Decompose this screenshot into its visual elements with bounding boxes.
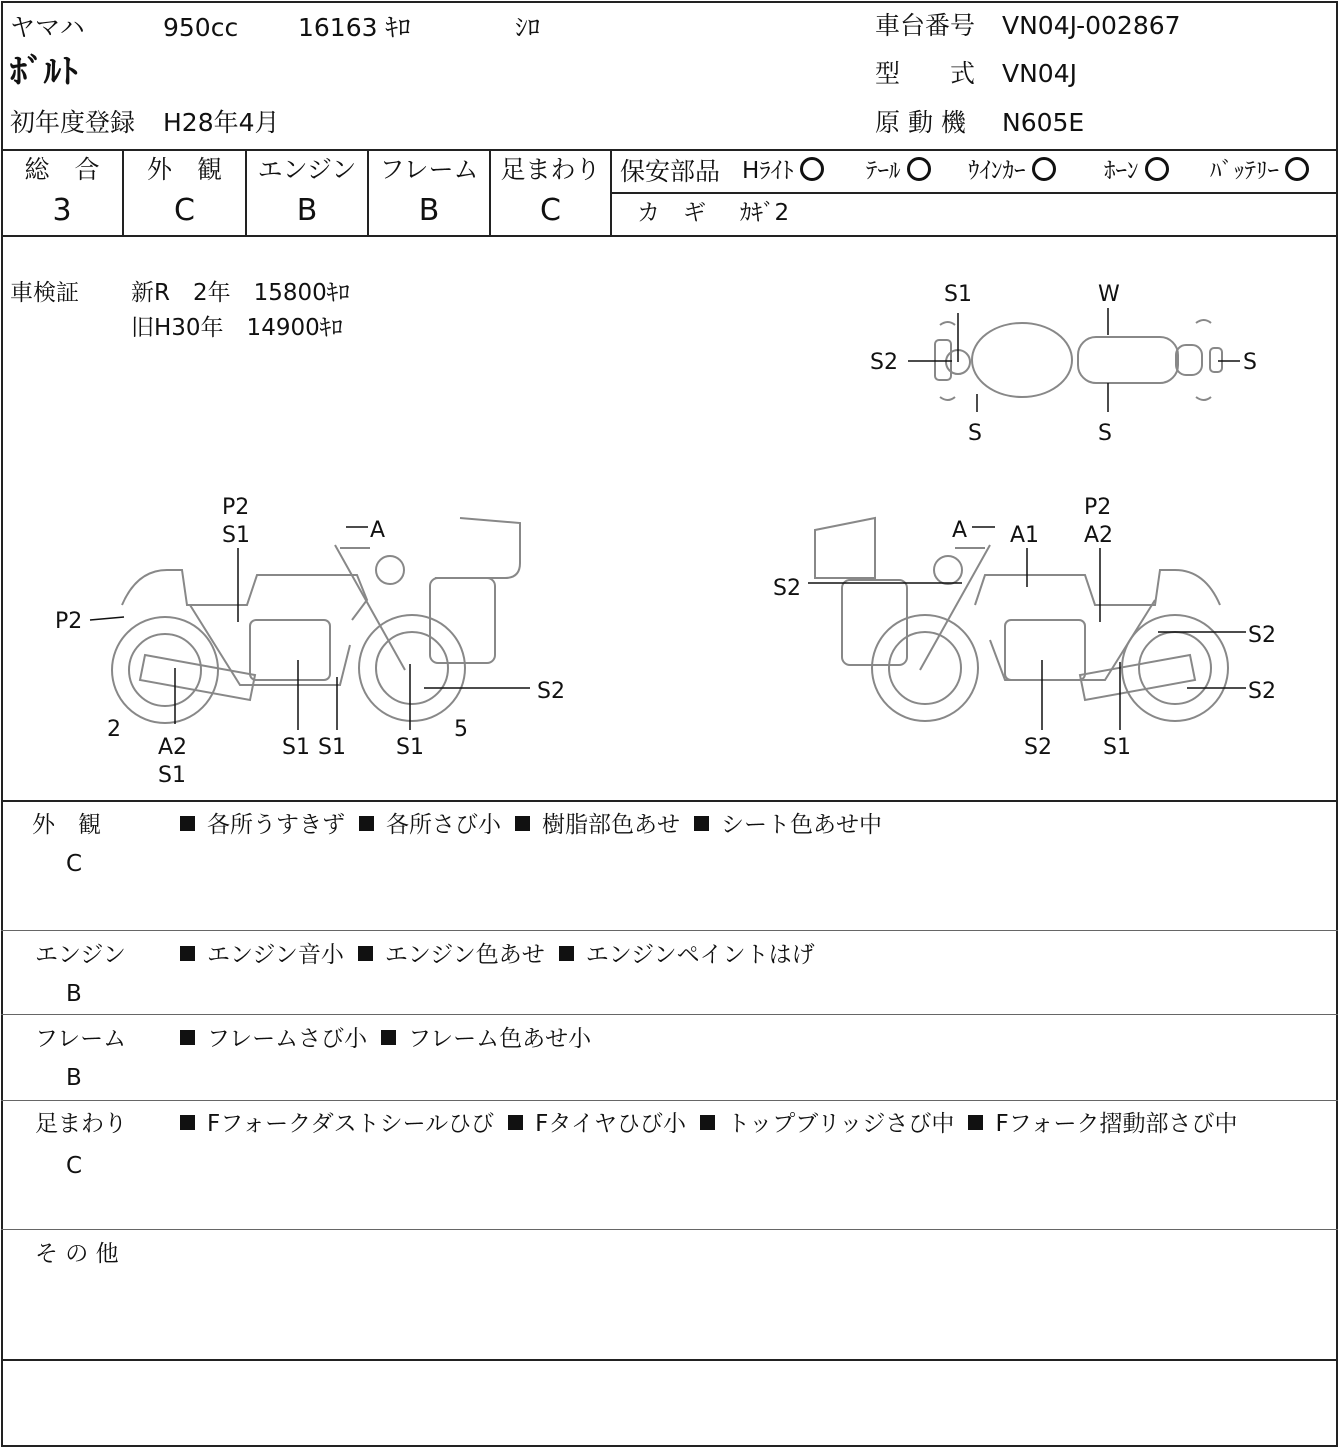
first-reg-label: 初年度登録 — [10, 108, 136, 137]
note-items: エンジン音小 エンジン色あせ エンジンペイントはげ — [180, 941, 815, 969]
bullet-square-icon — [180, 1115, 195, 1130]
divider — [1, 930, 1338, 931]
top-view-leaders — [908, 308, 1240, 412]
grade-suspension-label: 足まわり — [500, 155, 601, 184]
divider — [1, 1359, 1338, 1361]
diag-label: S1 — [396, 735, 424, 760]
key-label: カ ギ — [637, 200, 706, 226]
bullet-square-icon — [359, 816, 374, 831]
bullet-square-icon — [694, 816, 709, 831]
diag-label: 5 — [454, 717, 468, 742]
top-view-labels — [870, 282, 1257, 446]
top-view-bike — [935, 320, 1222, 400]
ok-circle-icon — [800, 157, 824, 181]
diag-label: P2 — [222, 495, 250, 520]
note-category: フレーム — [35, 1026, 127, 1052]
bullet-square-icon — [180, 816, 195, 831]
grade-engine-label: エンジン — [257, 155, 357, 184]
note-items: フレームさび小 フレーム色あせ小 — [180, 1025, 591, 1053]
note-category: 外 観 — [32, 812, 101, 838]
engine-label: 原 動 機 — [875, 108, 966, 137]
model-name: ﾎﾞﾙﾄ — [10, 52, 78, 92]
key-value: ｶｷﾞ2 — [740, 200, 790, 226]
note-category: 足まわり — [35, 1111, 127, 1137]
diag-label: A2 — [158, 735, 188, 760]
divider — [1, 1100, 1338, 1101]
shaken-new: 新R 2年 15800ｷﾛ — [131, 280, 350, 306]
chassis-label: 車台番号 — [875, 11, 976, 40]
right-view-bike — [815, 518, 1228, 721]
grade-total-label: 総 合 — [24, 155, 100, 184]
divider — [1, 1014, 1338, 1015]
left-view-bike — [112, 518, 520, 723]
grade-engine-value: B — [296, 193, 318, 228]
diag-label: S — [1243, 350, 1257, 375]
note-items: 各所うすきず 各所さび小 樹脂部色あせ シート色あせ中 — [180, 811, 882, 839]
grade-exterior-label: 外 観 — [146, 155, 222, 184]
grade-frame-value: B — [418, 193, 440, 228]
left-view-labels — [55, 495, 565, 788]
shaken-old: 旧H30年 14900ｷﾛ — [131, 315, 343, 341]
bullet-square-icon — [180, 1030, 195, 1045]
diag-label: P2 — [1084, 495, 1112, 520]
diag-label: S1 — [158, 763, 186, 788]
bullet-square-icon — [508, 1115, 523, 1130]
note-grade: C — [66, 1153, 83, 1179]
displacement: 950cc — [163, 13, 239, 42]
parts-label: 保安部品 — [620, 157, 721, 186]
diag-label: A — [370, 518, 386, 543]
diag-label: P2 — [55, 609, 83, 634]
part-battery: ﾊﾞｯﾃﾘｰ — [1210, 157, 1309, 185]
note-grade: C — [66, 851, 83, 877]
ok-circle-icon — [1285, 157, 1309, 181]
note-items: Fフォークダストシールひび Fタイヤひび小 トップブリッジさび中 Fフォーク摺動部さび中 — [180, 1110, 1238, 1138]
divider — [1, 800, 1338, 802]
diag-label: S2 — [1024, 735, 1052, 760]
bullet-square-icon — [559, 946, 574, 961]
grade-exterior-value: C — [174, 193, 195, 228]
note-category: エンジン — [35, 942, 126, 968]
diag-label: S2 — [1248, 679, 1276, 704]
diag-label: S1 — [1103, 735, 1131, 760]
grade-total-value: 3 — [52, 193, 72, 228]
mileage: 16163 ｷﾛ — [298, 13, 411, 42]
bullet-square-icon — [515, 816, 530, 831]
shaken-label: 車検証 — [10, 280, 79, 306]
first-reg-value: H28年4月 — [163, 108, 280, 137]
diag-label: A — [952, 518, 968, 543]
diag-label: A2 — [1084, 523, 1114, 548]
diag-label: S1 — [222, 523, 250, 548]
bullet-square-icon — [358, 946, 373, 961]
diag-label: S — [968, 421, 982, 446]
bullet-square-icon — [700, 1115, 715, 1130]
divider — [1, 1229, 1338, 1230]
engine-value: N605E — [1002, 108, 1085, 137]
diag-label: S1 — [318, 735, 346, 760]
part-tail: ﾃｰﾙ — [866, 157, 931, 185]
diag-label: S1 — [944, 282, 972, 307]
divider — [612, 192, 1338, 194]
diag-label: A1 — [1010, 523, 1040, 548]
grade-frame-label: フレーム — [379, 155, 479, 184]
maker: ヤマハ — [10, 13, 85, 42]
note-category: そ の 他 — [35, 1241, 119, 1267]
diag-label: S — [1098, 421, 1112, 446]
note-grade: B — [66, 1065, 82, 1091]
part-headlight: Hﾗｲﾄ — [742, 157, 824, 185]
bullet-square-icon — [381, 1030, 396, 1045]
diag-label: S1 — [282, 735, 310, 760]
damage-diagram — [0, 237, 1341, 800]
bullet-square-icon — [968, 1115, 983, 1130]
diag-label: S2 — [870, 350, 898, 375]
ok-circle-icon — [1032, 157, 1056, 181]
color: ｼﾛ — [515, 13, 541, 42]
diag-label: W — [1098, 282, 1120, 307]
type-value: VN04J — [1002, 59, 1077, 88]
left-view-leaders — [90, 527, 530, 730]
ok-circle-icon — [907, 157, 931, 181]
right-view-leaders — [808, 527, 1246, 730]
diag-label: 2 — [107, 717, 121, 742]
divider — [1, 149, 1338, 151]
diag-label: S2 — [537, 679, 565, 704]
bullet-square-icon — [180, 946, 195, 961]
chassis-value: VN04J-002867 — [1002, 11, 1181, 40]
right-view-labels — [773, 495, 1276, 760]
diag-label: S2 — [1248, 623, 1276, 648]
part-horn: ﾎｰﾝ — [1104, 157, 1169, 185]
type-label: 型 式 — [875, 59, 976, 88]
note-grade: B — [66, 981, 82, 1007]
diag-label: S2 — [773, 576, 801, 601]
grade-suspension-value: C — [540, 193, 561, 228]
part-winker: ｳｲﾝｶｰ — [968, 157, 1056, 185]
ok-circle-icon — [1145, 157, 1169, 181]
